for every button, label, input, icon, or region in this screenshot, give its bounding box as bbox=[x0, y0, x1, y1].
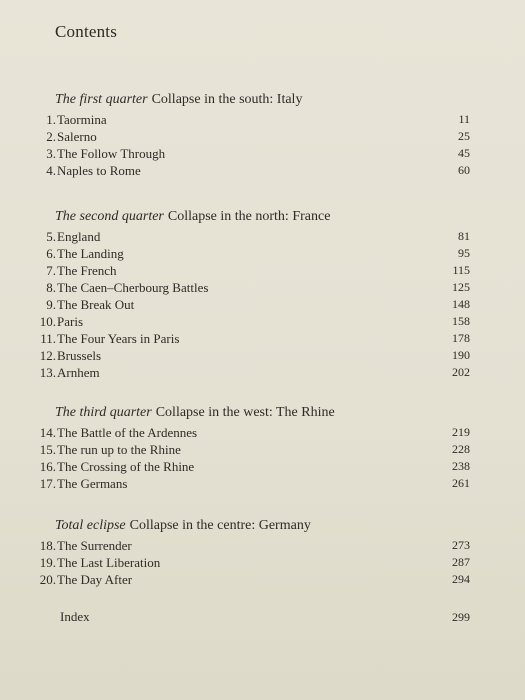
chapter-number: 2. bbox=[46, 129, 56, 144]
chapter-title: Naples to Rome bbox=[57, 163, 141, 178]
chapter-title: England bbox=[57, 229, 101, 244]
toc-entry bbox=[30, 162, 470, 179]
section-third-quarter bbox=[30, 403, 470, 492]
index-label: Index bbox=[60, 609, 90, 624]
toc-entry bbox=[30, 347, 470, 364]
toc-entry bbox=[30, 537, 470, 554]
chapter-number: 6. bbox=[46, 246, 56, 261]
chapter-title: The Four Years in Paris bbox=[57, 331, 180, 346]
chapter-title: The Break Out bbox=[57, 297, 135, 312]
toc-entry bbox=[30, 262, 470, 279]
chapter-number: 1. bbox=[46, 112, 56, 127]
page-number: 219 bbox=[452, 425, 470, 439]
toc-entry bbox=[30, 364, 470, 381]
toc-entry bbox=[30, 128, 470, 145]
chapter-title: Taormina bbox=[57, 112, 107, 127]
page-number: 273 bbox=[452, 538, 470, 552]
page-number: 25 bbox=[458, 129, 470, 143]
page-number: 294 bbox=[452, 572, 470, 586]
page-number: 299 bbox=[452, 610, 470, 624]
page-title: Contents bbox=[55, 22, 118, 41]
toc-entry bbox=[30, 228, 470, 245]
page-number: 81 bbox=[458, 229, 470, 243]
chapter-title: The Follow Through bbox=[57, 146, 166, 161]
page-number: 115 bbox=[452, 263, 470, 277]
chapter-title: Salerno bbox=[57, 129, 97, 144]
page-number: 287 bbox=[452, 555, 470, 569]
section-first-quarter bbox=[30, 90, 470, 179]
section-heading bbox=[55, 207, 470, 227]
section-subtitle: Collapse in the centre: Germany bbox=[129, 518, 311, 533]
toc-entry bbox=[30, 458, 470, 475]
toc-entry bbox=[30, 279, 470, 296]
page-number: 158 bbox=[452, 314, 470, 328]
chapter-number: 12. bbox=[39, 348, 56, 363]
chapter-number: 5. bbox=[46, 229, 56, 244]
chapter-title: The French bbox=[57, 263, 117, 278]
toc-entry bbox=[30, 245, 470, 262]
chapter-number: 18. bbox=[39, 538, 56, 553]
page-number: 202 bbox=[452, 365, 470, 379]
toc-entry bbox=[30, 111, 470, 128]
toc-entry bbox=[30, 441, 470, 458]
chapter-title: The Day After bbox=[57, 572, 133, 587]
chapter-title: The run up to the Rhine bbox=[57, 442, 181, 457]
section-quarter: The second quarter bbox=[55, 209, 164, 224]
chapter-number: 11. bbox=[40, 331, 56, 346]
page-number: 190 bbox=[452, 348, 470, 362]
chapter-number: 16. bbox=[39, 459, 56, 474]
section-quarter: The first quarter bbox=[55, 92, 148, 107]
chapter-number: 3. bbox=[46, 146, 56, 161]
page-number: 45 bbox=[458, 146, 470, 160]
chapter-title: The Battle of the Ardennes bbox=[57, 425, 198, 440]
chapter-title: Paris bbox=[57, 314, 83, 329]
chapter-number: 20. bbox=[39, 572, 56, 587]
chapter-number: 7. bbox=[46, 263, 56, 278]
chapter-title: The Landing bbox=[57, 246, 124, 261]
chapter-number: 17. bbox=[39, 476, 56, 491]
page-number: 60 bbox=[458, 163, 470, 177]
page-number: 238 bbox=[452, 459, 470, 473]
page-number: 178 bbox=[452, 331, 470, 345]
section-quarter: Total eclipse bbox=[55, 518, 126, 533]
toc-entry bbox=[30, 475, 470, 492]
section-heading bbox=[55, 90, 470, 110]
section-subtitle: Collapse in the west: The Rhine bbox=[155, 405, 335, 420]
chapter-title: The Germans bbox=[57, 476, 128, 491]
page-number: 125 bbox=[452, 280, 470, 294]
page-number: 148 bbox=[452, 297, 470, 311]
section-quarter: The third quarter bbox=[55, 405, 152, 420]
section-heading bbox=[55, 403, 470, 423]
chapter-title: The Caen–Cherbourg Battles bbox=[57, 280, 209, 295]
section-total-eclipse bbox=[30, 516, 470, 588]
page-number: 11 bbox=[458, 112, 470, 126]
section-subtitle: Collapse in the south: Italy bbox=[151, 92, 303, 107]
page-number: 228 bbox=[452, 442, 470, 456]
chapter-number: 14. bbox=[39, 425, 56, 440]
page-number: 95 bbox=[458, 246, 470, 260]
chapter-number: 8. bbox=[46, 280, 56, 295]
chapter-title: Arnhem bbox=[57, 365, 100, 380]
toc-entry bbox=[30, 296, 470, 313]
chapter-number: 4. bbox=[46, 163, 56, 178]
toc-entry bbox=[30, 554, 470, 571]
toc-entry bbox=[30, 145, 470, 162]
toc-entry bbox=[30, 313, 470, 330]
page-number: 261 bbox=[452, 476, 470, 490]
chapter-title: Brussels bbox=[57, 348, 102, 363]
chapter-number: 10. bbox=[39, 314, 56, 329]
chapter-number: 15. bbox=[39, 442, 56, 457]
section-heading bbox=[55, 516, 470, 536]
toc-entry bbox=[30, 571, 470, 588]
chapter-title: The Crossing of the Rhine bbox=[57, 459, 195, 474]
chapter-number: 9. bbox=[46, 297, 56, 312]
chapter-title: The Last Liberation bbox=[57, 555, 161, 570]
index-entry bbox=[60, 608, 470, 626]
toc-entry bbox=[30, 330, 470, 347]
chapter-number: 13. bbox=[39, 365, 56, 380]
toc-entry bbox=[30, 424, 470, 441]
chapter-number: 19. bbox=[39, 555, 56, 570]
section-subtitle: Collapse in the north: France bbox=[167, 209, 331, 224]
section-second-quarter bbox=[30, 207, 470, 381]
chapter-title: The Surrender bbox=[57, 538, 132, 553]
